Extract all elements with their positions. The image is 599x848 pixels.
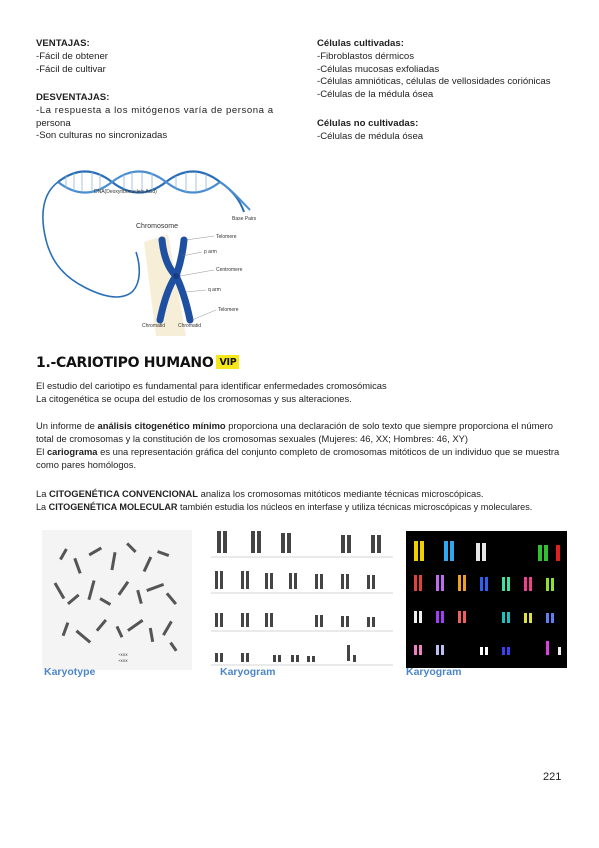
- paragraph-convencional: [36, 488, 566, 501]
- paragraph-cariograma: [36, 446, 566, 472]
- caption-karyotype: Karyotype: [44, 666, 96, 678]
- cariograma-text: es una representación gráfica del conjunto completo de cromosomas mitóticos de un individuo que se muestra como pares homólogos.: [36, 446, 560, 470]
- desventajas-title: DESVENTAJAS:: [36, 92, 110, 103]
- ventajas-item: -Fácil de obtener: [36, 50, 108, 62]
- ventajas-item: -Fácil de cultivar: [36, 63, 106, 75]
- paragraph-molecular: [36, 501, 566, 514]
- ventajas-title: VENTAJAS:: [36, 38, 90, 49]
- paragraph-analisis: [36, 420, 566, 446]
- molecular-text: La: [36, 502, 49, 512]
- no-cultivadas-item: -Células de médula ósea: [317, 130, 424, 142]
- desventajas-line: persona: [36, 117, 71, 129]
- page-number: 221: [543, 771, 562, 783]
- centromere-label: Centromere: [216, 267, 243, 273]
- convencional-bold: CITOGENÉTICA CONVENCIONAL: [49, 488, 199, 499]
- karyogram-bw-image: [207, 527, 393, 669]
- desventajas-line: -La respuesta a los mitógenos varía de persona a: [36, 104, 274, 116]
- intro-line: El estudio del cariotipo es fundamental para identificar enfermedades cromosómicas: [36, 380, 387, 391]
- dna-label: DNA(Deoxyribonucleic Acid): [94, 189, 157, 195]
- q-arm-label: q arm: [208, 287, 221, 293]
- convencional-text: La: [36, 488, 50, 499]
- desventajas-line: -Son culturas no sincronizadas: [36, 130, 168, 142]
- chromatid-left-label: Chromatid: [142, 323, 166, 329]
- analisis-text: Un informe de: [36, 420, 98, 431]
- molecular-bold: CITOGENÉTICA MOLECULAR: [48, 502, 178, 512]
- dna-chromosome-figure: [36, 160, 262, 336]
- cultivadas-item: -Células mucosas exfoliadas: [317, 63, 440, 75]
- ventajas-block: [36, 38, 108, 76]
- svg-text:+XXX: +XXX: [118, 654, 128, 658]
- cultivadas-item: -Células de la médula ósea: [317, 89, 434, 101]
- cultivadas-title: Células cultivadas:: [317, 38, 404, 49]
- analisis-text: proporciona una declaración de solo texto que siempre proporciona el número total de cromosomas y la constitución de los cromosomas sexuales (Mujeres: 46, XX; Hombres: 46, XY): [36, 420, 553, 444]
- paragraph-intro: [36, 380, 566, 406]
- section-heading-text: 1.-CARIOTIPO HUMANO: [36, 355, 214, 371]
- p-arm-label: p arm: [204, 249, 217, 255]
- molecular-text: también estudia los núcleos en interfase y utiliza técnicas microscópicas y moleculares.: [177, 502, 533, 512]
- karyotype-image: [42, 530, 192, 670]
- caption-karyogram-1: Karyogram: [220, 666, 276, 678]
- analisis-bold: análisis citogenético mínimo: [97, 420, 226, 431]
- section-heading: [36, 355, 239, 371]
- cultivadas-item: -Células amnióticas, células de vellosidades coriónicas: [317, 76, 551, 88]
- desventajas-block: [36, 92, 284, 143]
- intro-line: La citogenética se ocupa del estudio de los cromosomas y sus alteraciones.: [36, 392, 352, 404]
- telomere-top-label: Telomere: [216, 234, 237, 240]
- cariograma-bold: cariograma: [46, 446, 98, 457]
- convencional-text: analiza los cromosomas mitóticos mediante técnicas microscópicas.: [198, 488, 484, 499]
- vip-badge: VIP: [216, 355, 239, 369]
- svg-text:+XXX: +XXX: [118, 660, 128, 664]
- cultivadas-block: [317, 38, 551, 102]
- chromosome-label: Chromosome: [136, 223, 179, 230]
- base-pairs-label: Base Pairs: [232, 216, 257, 222]
- telomere-bottom-label: Telomere: [218, 307, 239, 313]
- no-cultivadas-title: Células no cultivadas:: [317, 118, 419, 129]
- cultivadas-item: -Fibroblastos dérmicos: [317, 50, 415, 62]
- chromatid-right-label: Chromatid: [178, 323, 202, 329]
- no-cultivadas-block: [317, 118, 423, 144]
- karyogram-color-image: [406, 531, 567, 668]
- cariograma-text: El: [36, 446, 47, 457]
- caption-karyogram-2: Karyogram: [406, 666, 462, 678]
